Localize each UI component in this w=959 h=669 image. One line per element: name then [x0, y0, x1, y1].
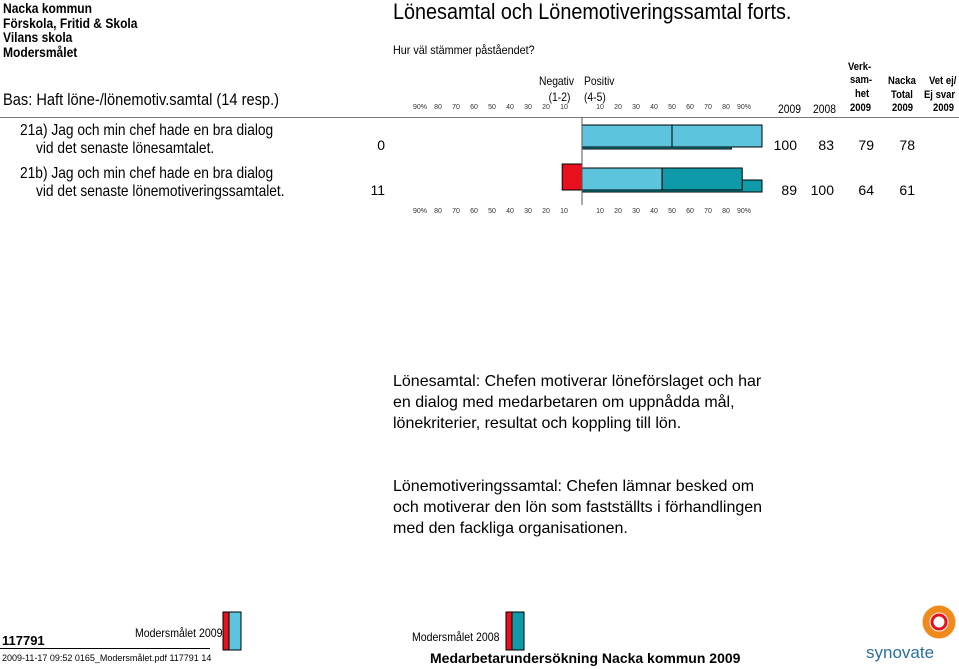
tick-label-pos-bottom: 50: [668, 208, 676, 215]
tick-label-neg-bottom: 50: [488, 208, 496, 215]
tick-label-neg-top: 10: [560, 104, 568, 111]
tick-label-pos-top: 90%: [736, 104, 752, 111]
header-verksamhet-2: sam-: [850, 74, 873, 86]
row-label-21a-line1: 21a) Jag och min chef hade en bra dialog: [20, 122, 274, 139]
bar-2009-positive-b-21a: [672, 125, 762, 147]
bar-2009-negative-21b: [562, 164, 582, 190]
header-nacka-3: 2009: [892, 102, 914, 114]
tick-label-neg-top: 20: [542, 104, 550, 111]
brand-name: synovate: [866, 643, 935, 662]
tick-label-neg-bottom: 30: [524, 208, 532, 215]
legend-swatch-2009: [222, 611, 242, 651]
footer-file: 2009-11-17 09:52 0165_Modersmålet.pdf 117791 14: [2, 653, 212, 663]
vet-ej-21a: 0: [377, 137, 385, 153]
tick-label-neg-top: 50: [488, 104, 496, 111]
header-negativ-range: (1-2): [548, 90, 571, 104]
header-vet-2: Ej svar: [924, 89, 956, 101]
org-name: Nacka kommun: [3, 0, 92, 16]
synovate-logo-icon: [862, 604, 958, 666]
question-prompt: Hur väl stämmer påståendet?: [393, 43, 535, 57]
bar-2009-positive-a-21a: [582, 125, 672, 147]
tick-label-pos-top: 30: [632, 104, 640, 111]
tick-label-pos-top: 40: [650, 104, 658, 111]
tick-label-pos-top: 10: [596, 104, 604, 111]
header-verksamhet-3: het: [855, 88, 870, 100]
row-label-21a-line2: vid det senaste lönesamtalet.: [36, 140, 215, 157]
header-vet-1: Vet ej/: [929, 75, 957, 87]
tick-label-neg-top: 90%: [412, 104, 428, 111]
footer-rule: [0, 648, 210, 649]
legend-label-2009: Modersmålet 2009: [135, 626, 223, 640]
tick-label-neg-bottom: 60: [470, 208, 478, 215]
explanation-lonemotivering: Lönemotiveringssamtal: Chefen lämnar besked om och motiverar den lön som fastställts i förhandlingen med den fackliga organisationen.: [393, 478, 763, 537]
legend-label-2008: Modersmålet 2008: [412, 630, 500, 644]
value-nacka-21a: 78: [899, 137, 915, 153]
school-name: Vilans skola: [3, 29, 73, 45]
tick-label-neg-bottom: 40: [506, 208, 514, 215]
header-vet-3: 2009: [933, 102, 955, 114]
tick-label-neg-bottom: 90%: [412, 208, 428, 215]
header-nacka-2: Total: [891, 89, 913, 101]
value-2008-21a: 83: [818, 137, 834, 153]
tick-label-pos-bottom: 80: [722, 208, 730, 215]
value-2009-21a: 100: [773, 137, 797, 153]
tick-label-neg-bottom: 80: [434, 208, 442, 215]
tick-label-neg-top: 40: [506, 104, 514, 111]
header-2008: 2008: [813, 102, 836, 116]
tick-label-pos-bottom: 40: [650, 208, 658, 215]
tick-label-neg-bottom: 20: [542, 208, 550, 215]
tick-label-pos-top: 50: [668, 104, 676, 111]
basis-label: Bas: Haft löne-/lönemotiv.samtal (14 resp.): [3, 90, 280, 109]
header-positiv: Positiv: [584, 74, 615, 88]
value-verksamhet-21a: 79: [858, 137, 874, 153]
tick-label-pos-top: 60: [686, 104, 694, 111]
tick-label-neg-top: 30: [524, 104, 532, 111]
bar-2009-positive-b-21b: [662, 168, 742, 190]
tick-label-neg-top: 60: [470, 104, 478, 111]
explanation-lonesamtal: Lönesamtal: Chefen motiverar löneförslaget och har en dialog med medarbetaren om uppnådda mål, lönekriterier, resultat och koppling till lön.: [393, 373, 762, 432]
header-2009: 2009: [778, 102, 801, 116]
unit-name: Modersmålet: [3, 44, 78, 60]
tick-label-pos-top: 80: [722, 104, 730, 111]
tick-label-pos-bottom: 60: [686, 208, 694, 215]
footer-survey-title: Medarbetarundersökning Nacka kommun 2009: [430, 650, 741, 666]
header-positiv-range: (4-5): [584, 90, 606, 104]
footer-code: 117791: [2, 633, 45, 648]
header-verksamhet-4: 2009: [850, 102, 872, 114]
tick-label-pos-top: 20: [614, 104, 622, 111]
header-negativ: Negativ: [539, 74, 574, 88]
department-name: Förskola, Fritid & Skola: [3, 15, 138, 31]
page-title: Lönesamtal och Lönemotiveringssamtal forts.: [393, 0, 792, 24]
tick-label-pos-top: 70: [704, 104, 712, 111]
header-verksamhet-1: Verk-: [848, 61, 872, 73]
tick-label-pos-bottom: 30: [632, 208, 640, 215]
tick-label-neg-bottom: 10: [560, 208, 568, 215]
tick-label-neg-top: 80: [434, 104, 442, 111]
tick-label-pos-bottom: 10: [596, 208, 604, 215]
tick-label-neg-bottom: 70: [452, 208, 460, 215]
bar-2009-positive-a-21b: [582, 168, 662, 190]
value-verksamhet-21b: 64: [858, 182, 874, 198]
value-2009-21b: 89: [781, 182, 797, 198]
vet-ej-21b: 11: [370, 182, 385, 198]
legend-swatch-2008: [505, 611, 525, 651]
tick-label-pos-bottom: 70: [704, 208, 712, 215]
value-nacka-21b: 61: [899, 182, 915, 198]
header-nacka-1: Nacka: [888, 75, 916, 87]
row-label-21b-line2: vid det senaste lönemotiveringssamtalet.: [36, 183, 285, 200]
tick-label-neg-top: 70: [452, 104, 460, 111]
row-label-21b-line1: 21b) Jag och min chef hade en bra dialog: [20, 165, 274, 182]
tick-label-pos-bottom: 20: [614, 208, 622, 215]
value-2008-21b: 100: [810, 182, 834, 198]
tick-label-pos-bottom: 90%: [736, 208, 752, 215]
